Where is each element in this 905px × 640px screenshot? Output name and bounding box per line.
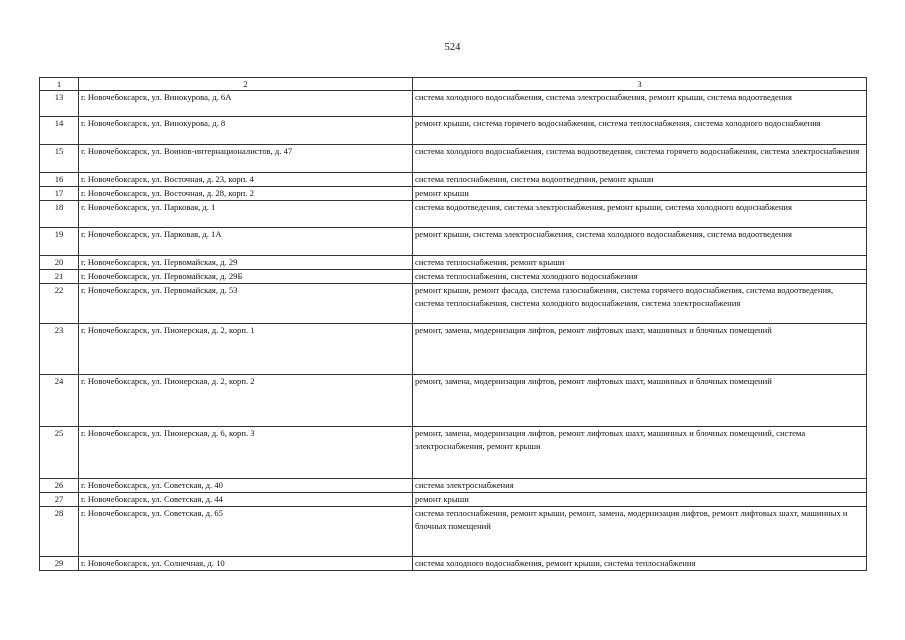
row-works: система холодного водоснабжения, ремонт крыши, система теплоснабжения [413,557,867,571]
table-row [40,256,867,270]
row-number: 17 [40,187,79,201]
row-works: ремонт, замена, модернизация лифтов, ремонт лифтовых шахт, машинных и блочных помещений [413,375,867,427]
row-works: система холодного водоснабжения, система водоотведения, система горячего водоснабжения, система электроснабжения [413,145,867,173]
table-row [40,324,867,375]
row-works: система теплоснабжения, ремонт крыши [413,256,867,270]
table-row [40,270,867,284]
row-address: г. Новочебоксарск, ул. Первомайская, д. 53 [79,284,413,324]
row-number: 14 [40,117,79,145]
table-row [40,173,867,187]
header-row [40,78,867,91]
column-header-number: 1 [40,78,79,91]
row-number: 18 [40,201,79,228]
row-address: г. Новочебоксарск, ул. Воинов-интернационалистов, д. 47 [79,145,413,173]
table-row [40,228,867,256]
row-works: ремонт, замена, модернизация лифтов, ремонт лифтовых шахт, машинных и блочных помещений, система электроснабжения, ремонт крыши [413,427,867,479]
row-works: система водоотведения, система электроснабжения, ремонт крыши, система холодного водоснабжения [413,201,867,228]
table-row [40,479,867,493]
row-works: ремонт крыши [413,187,867,201]
row-number: 21 [40,270,79,284]
column-header-address: 2 [79,78,413,91]
row-address: г. Новочебоксарск, ул. Первомайская, д. 29 [79,256,413,270]
row-works: система теплоснабжения, система холодного водоснабжения [413,270,867,284]
row-address: г. Новочебоксарск, ул. Восточная, д. 23, корп. 4 [79,173,413,187]
table-row [40,91,867,117]
table-row [40,201,867,228]
table-row [40,117,867,145]
row-number: 25 [40,427,79,479]
row-address: г. Новочебоксарск, ул. Винокурова, д. 8 [79,117,413,145]
row-address: г. Новочебоксарск, ул. Советская, д. 44 [79,493,413,507]
row-address: г. Новочебоксарск, ул. Винокурова, д. 6А [79,91,413,117]
row-number: 20 [40,256,79,270]
row-number: 28 [40,507,79,557]
row-address: г. Новочебоксарск, ул. Солнечная, д. 10 [79,557,413,571]
row-address: г. Новочебоксарск, ул. Советская, д. 40 [79,479,413,493]
row-address: г. Новочебоксарск, ул. Парковая, д. 1А [79,228,413,256]
row-works: ремонт крыши [413,493,867,507]
row-works: ремонт крыши, система горячего водоснабжения, система теплоснабжения, система холодного водоснабжения [413,117,867,145]
row-works: система электроснабжения [413,479,867,493]
table-row [40,145,867,173]
table-row [40,375,867,427]
row-number: 23 [40,324,79,375]
row-address: г. Новочебоксарск, ул. Первомайская, д. 29Б [79,270,413,284]
works-table [39,77,867,571]
table-row [40,187,867,201]
row-address: г. Новочебоксарск, ул. Пионерская, д. 6, корп. 3 [79,427,413,479]
row-number: 24 [40,375,79,427]
table-row [40,493,867,507]
table-row [40,557,867,571]
row-number: 15 [40,145,79,173]
row-number: 22 [40,284,79,324]
row-number: 16 [40,173,79,187]
row-address: г. Новочебоксарск, ул. Пионерская, д. 2, корп. 2 [79,375,413,427]
table-row [40,427,867,479]
page-number: 524 [444,42,461,53]
row-works: ремонт крыши, система электроснабжения, система холодного водоснабжения, система водоотведения [413,228,867,256]
row-number: 27 [40,493,79,507]
row-number: 13 [40,91,79,117]
row-works: система теплоснабжения, система водоотведения, ремонт крыши [413,173,867,187]
row-number: 29 [40,557,79,571]
row-works: система теплоснабжения, ремонт крыши, ремонт, замена, модернизация лифтов, ремонт лифтовых шахт, машинных и блочных помещений [413,507,867,557]
row-works: ремонт крыши, ремонт фасада, система газоснабжения, система горячего водоснабжения, система водоотведения, система теплоснабжения, система холодного водоснабжения, система электроснабжения [413,284,867,324]
column-header-works: 3 [413,78,867,91]
row-address: г. Новочебоксарск, ул. Советская, д. 65 [79,507,413,557]
table-row [40,284,867,324]
row-address: г. Новочебоксарск, ул. Парковая, д. 1 [79,201,413,228]
row-works: система холодного водоснабжения, система электроснабжения, ремонт крыши, система водоотведения [413,91,867,117]
row-number: 19 [40,228,79,256]
row-number: 26 [40,479,79,493]
row-works: ремонт, замена, модернизация лифтов, ремонт лифтовых шахт, машинных и блочных помещений [413,324,867,375]
row-address: г. Новочебоксарск, ул. Восточная, д. 28, корп. 2 [79,187,413,201]
row-address: г. Новочебоксарск, ул. Пионерская, д. 2, корп. 1 [79,324,413,375]
table-row [40,507,867,557]
